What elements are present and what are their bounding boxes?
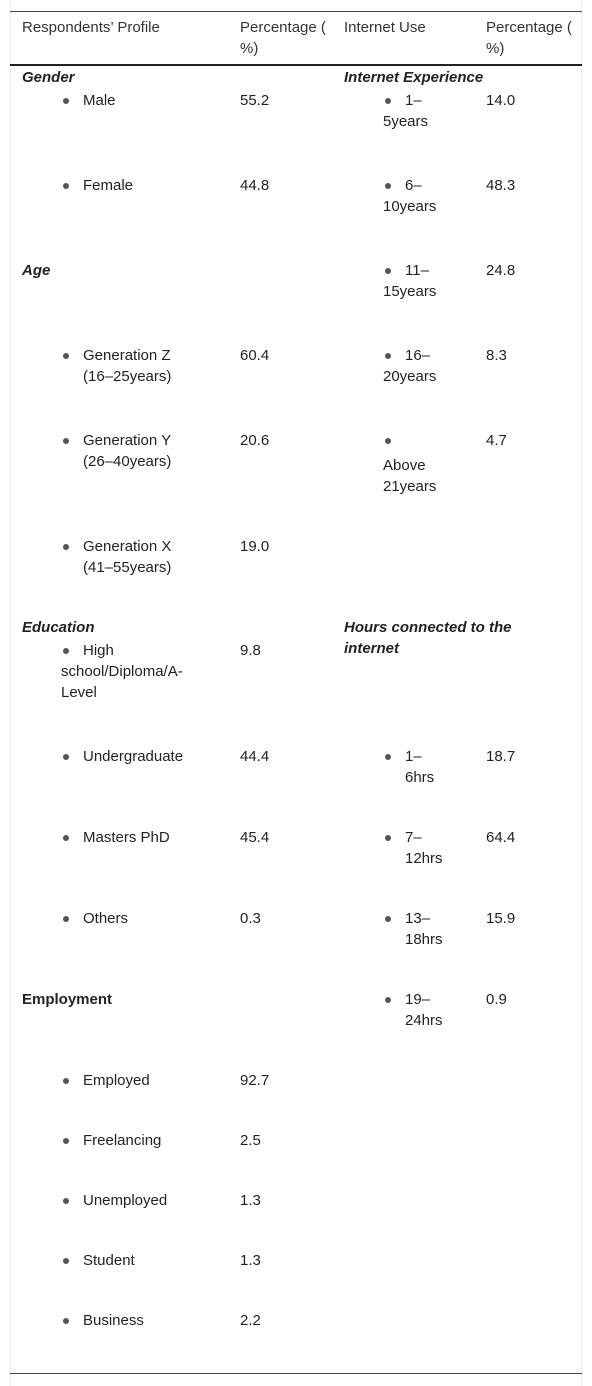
list-item-value: 55.2: [240, 92, 270, 109]
list-item-value: 24.8: [486, 262, 516, 279]
list-item-label: Female: [83, 177, 134, 194]
list-item-label: 6–10years: [383, 177, 437, 215]
bullet-icon: [63, 1258, 69, 1264]
list-item-label: 11–15years: [383, 262, 437, 300]
list-item-label: Masters PhD: [83, 829, 170, 846]
group-heading-education: Education: [22, 619, 95, 636]
list-item-label: Student: [83, 1252, 135, 1269]
bullet-icon: [63, 98, 69, 104]
list-item-value: 8.3: [486, 347, 507, 364]
bullet-icon: [63, 754, 69, 760]
list-item-label: High school/Diploma/A-Level: [61, 642, 183, 701]
list-item-value: 14.0: [486, 92, 516, 109]
list-item-label: 13–18hrs: [405, 910, 443, 948]
list-item-label: 19–24hrs: [405, 991, 443, 1029]
group-heading-hours-connected: Hours connected to the internet: [344, 619, 512, 657]
list-item-value: 44.8: [240, 177, 270, 194]
bullet-icon: [63, 1198, 69, 1204]
bullet-icon: [385, 754, 391, 760]
bullet-icon: [63, 1078, 69, 1084]
list-item-value: 0.3: [240, 910, 261, 927]
list-item-label: Business: [83, 1312, 144, 1329]
list-item-label: Undergraduate: [83, 748, 184, 765]
header-respondents-profile: Respondents’ Profile: [22, 19, 160, 36]
list-item-value: 9.8: [240, 642, 261, 659]
list-item-value: 2.5: [240, 1132, 261, 1149]
list-item-value: 45.4: [240, 829, 270, 846]
list-item-label: 1–6hrs: [405, 748, 435, 786]
list-item-value: 15.9: [486, 910, 516, 927]
group-heading-employment: Employment: [22, 991, 113, 1008]
bullet-icon: [63, 916, 69, 922]
list-item-value: 0.9: [486, 991, 507, 1008]
list-item-value: 1.3: [240, 1252, 261, 1269]
list-item-label: Others: [83, 910, 129, 927]
bullet-icon: [63, 1138, 69, 1144]
group-heading-age: Age: [22, 262, 51, 279]
bullet-icon: [385, 997, 391, 1003]
list-item-value: 60.4: [240, 347, 270, 364]
list-item-value: 2.2: [240, 1312, 261, 1329]
list-item-value: 19.0: [240, 538, 270, 555]
list-item-value: 44.4: [240, 748, 270, 765]
bullet-icon: [63, 835, 69, 841]
list-item-value: 4.7: [486, 432, 507, 449]
bullet-icon: [63, 353, 69, 359]
header-percentage-right: Percentage ( %): [486, 19, 572, 57]
bullet-icon: [385, 916, 391, 922]
list-item-value: 18.7: [486, 748, 516, 765]
list-item-label: Male: [83, 92, 116, 109]
list-item-value: 92.7: [240, 1072, 270, 1089]
list-item-label: 7–12hrs: [405, 829, 443, 867]
bullet-icon: [63, 183, 69, 189]
list-item-label: Freelancing: [83, 1132, 162, 1149]
list-item-value: 1.3: [240, 1192, 261, 1209]
list-item-label: Generation Y (26–40years): [83, 432, 172, 470]
group-heading-gender: Gender: [22, 69, 75, 86]
list-item-label: 1–5years: [383, 92, 429, 130]
list-item-value: 48.3: [486, 177, 516, 194]
header-percentage-left: Percentage ( %): [240, 19, 326, 57]
bullet-icon: [63, 1318, 69, 1324]
list-item-value: 20.6: [240, 432, 270, 449]
list-item-value: 64.4: [486, 829, 516, 846]
bullet-icon: [385, 835, 391, 841]
list-item-label: Unemployed: [83, 1192, 168, 1209]
group-heading-internet-experience: Internet Experience: [344, 69, 484, 86]
header-internet-use: Internet Use: [344, 19, 426, 36]
list-item-label: Generation Z (16–25years): [83, 347, 172, 385]
list-item-label: Employed: [83, 1072, 150, 1089]
table-top-rule: [10, 11, 582, 12]
bullet-icon: [385, 438, 391, 444]
list-item-label: Generation X (41–55years): [83, 538, 172, 576]
bullet-icon: [63, 544, 69, 550]
list-item-label: 16–20years: [383, 347, 437, 385]
bullet-icon: [63, 438, 69, 444]
table-header-rule: [10, 64, 582, 66]
list-item-label: Above 21years: [383, 457, 437, 495]
table-bottom-rule: [10, 1373, 582, 1374]
